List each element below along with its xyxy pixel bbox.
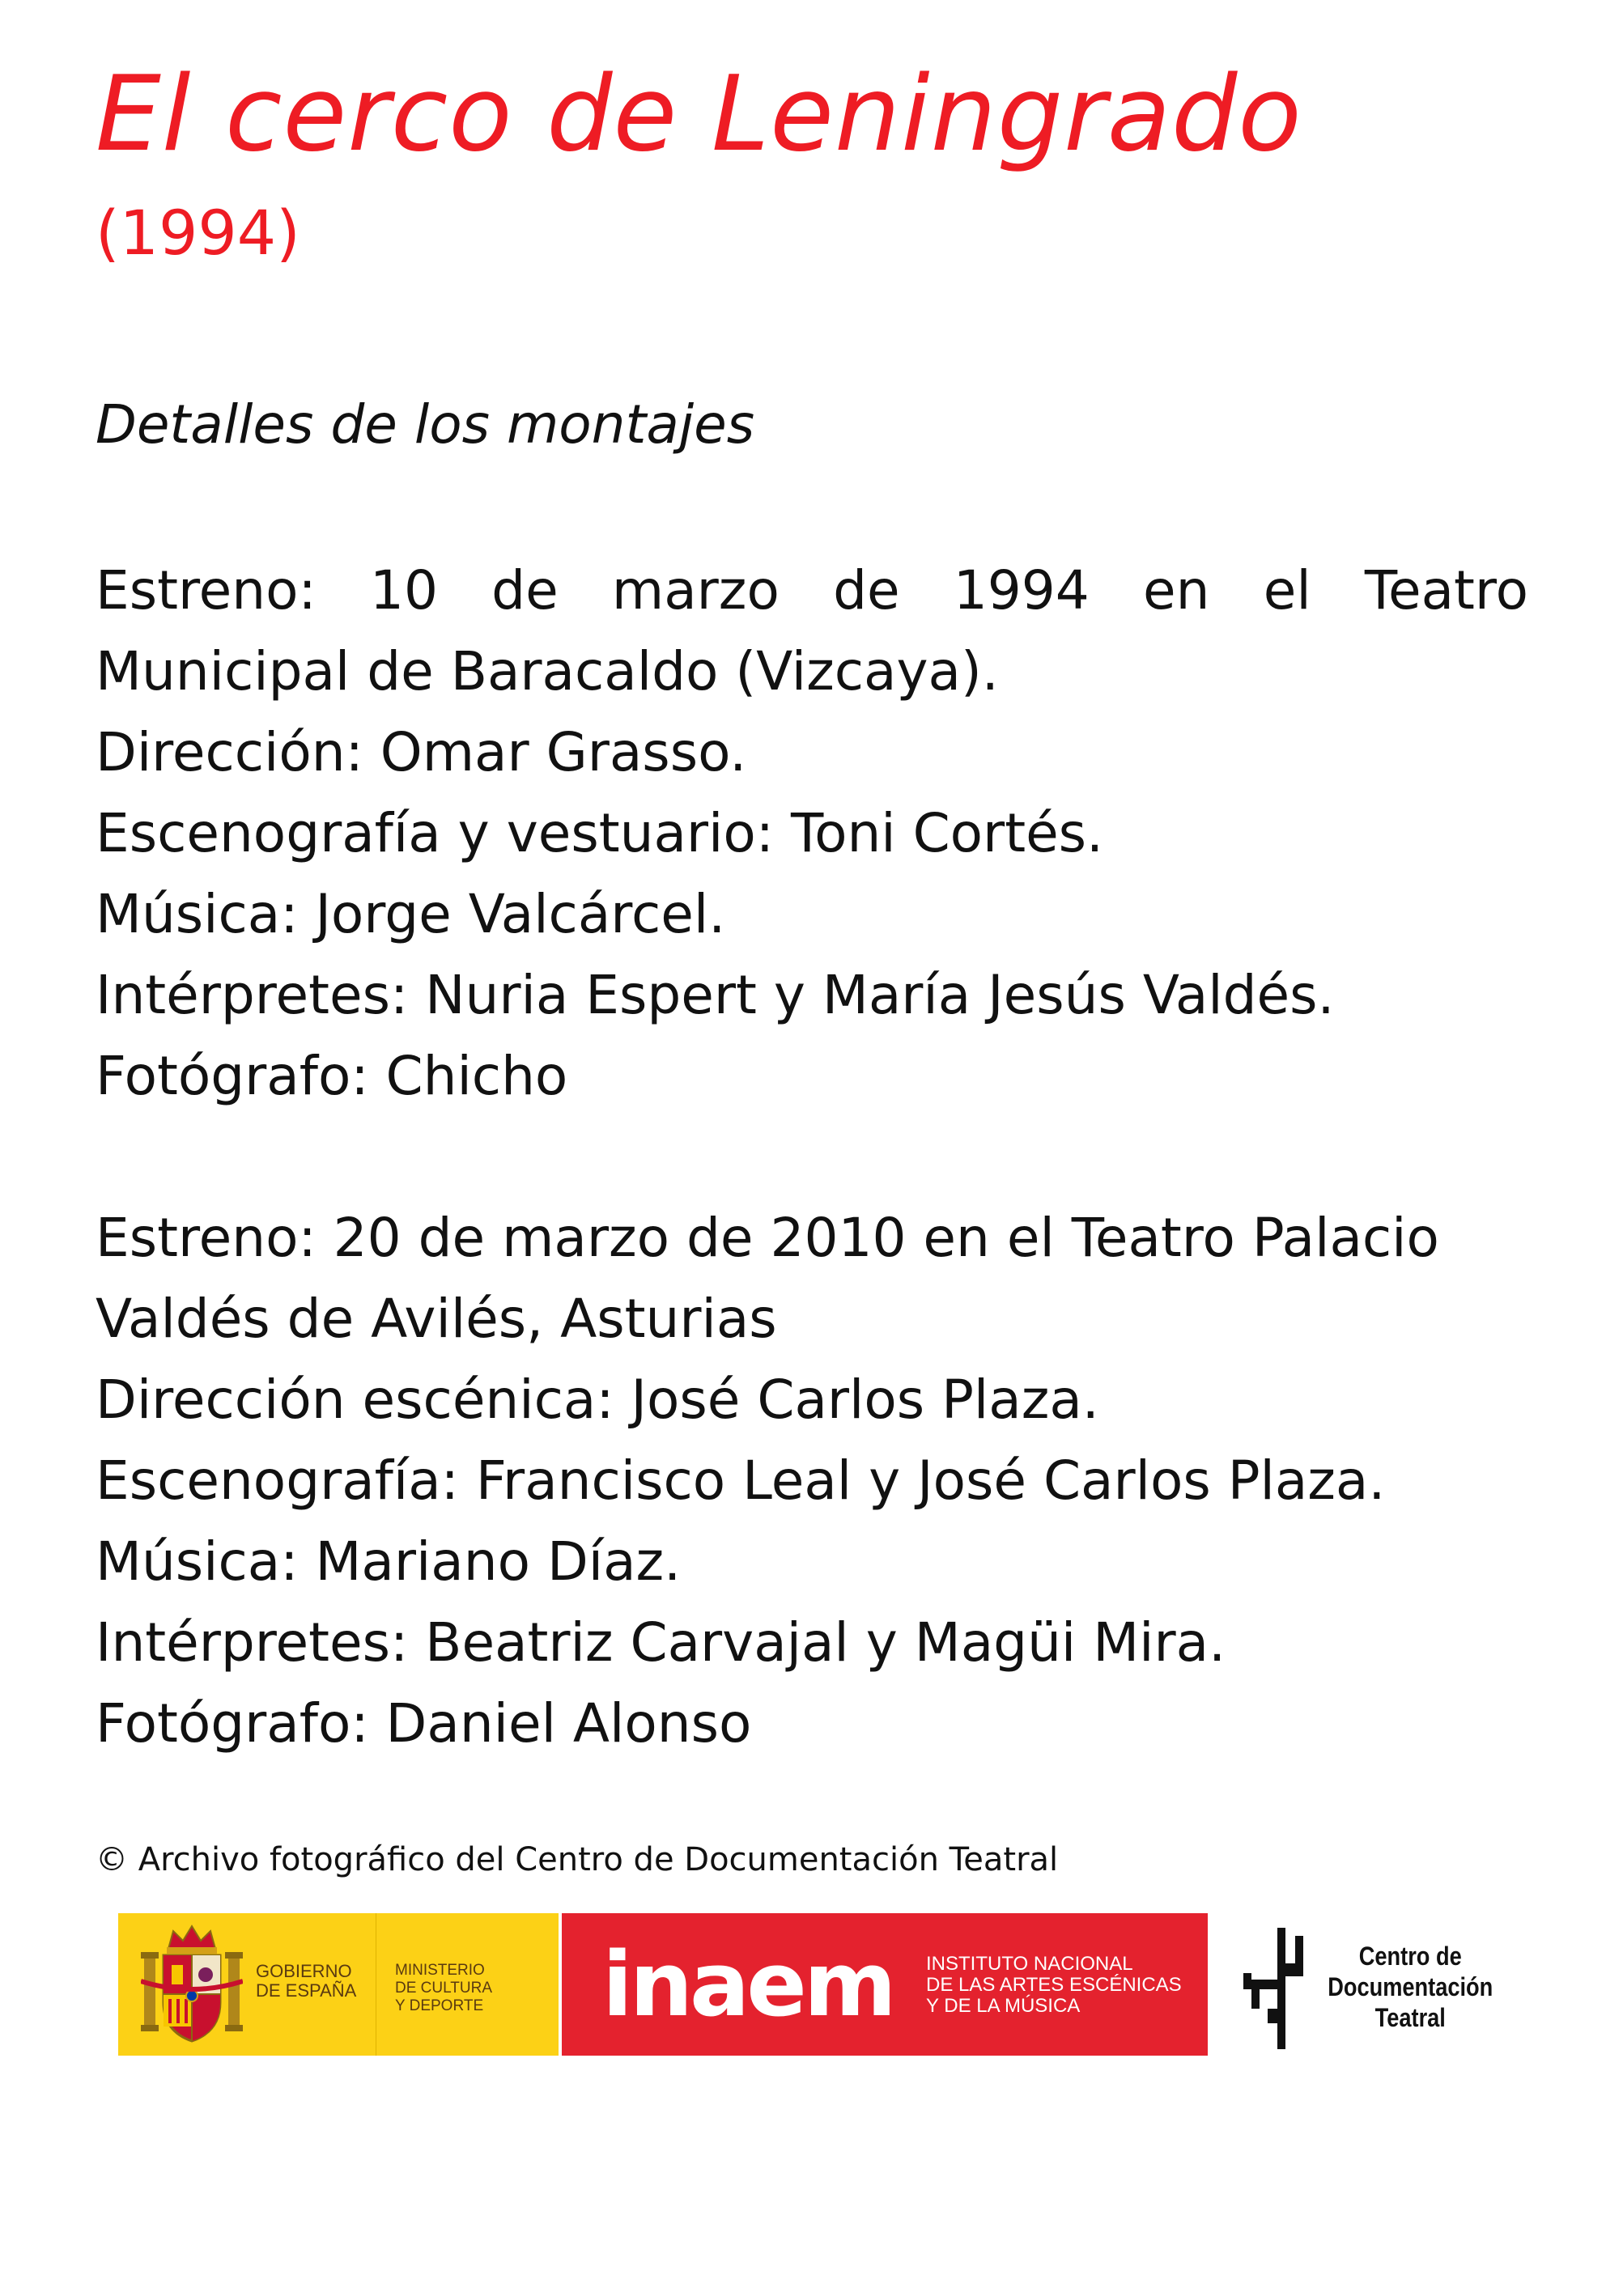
gobierno-ministerio-logo [118, 1913, 559, 2056]
play-title: El cerco de Leningrado [96, 54, 1302, 175]
montaje-2-interpretes: Intérpretes: Beatriz Carvajal y Magüi Mira. [96, 1611, 1226, 1674]
montaje-1-estreno: Estreno: 10 de marzo de 1994 en el Teatro [96, 559, 1528, 622]
montaje-1-musica: Música: Jorge Valcárcel. [96, 883, 726, 945]
montaje-1-estreno-cont: Municipal de Baracaldo (Vizcaya). [96, 640, 999, 702]
montaje-2-estreno-cont: Valdés de Avilés, Asturias [96, 1288, 777, 1350]
montaje-1-details [96, 550, 1528, 1117]
montaje-1-direccion: Dirección: Omar Grasso. [96, 721, 747, 783]
montaje-1-interpretes: Intérpretes: Nuria Espert y María Jesús Valdés. [96, 964, 1335, 1026]
inaem-wordmark: inaem [602, 1933, 894, 2036]
montaje-1-fotografo: Fotógrafo: Chicho [96, 1045, 568, 1107]
section-subtitle: Detalles de los montajes [96, 393, 755, 456]
montaje-2-musica: Música: Mariano Díaz. [96, 1530, 682, 1593]
ministerio-label: MINISTERIO DE CULTURA Y DEPORTE [395, 1962, 492, 2014]
inaem-label: INSTITUTO NACIONAL DE LAS ARTES ESCÉNICAS Y DE LA MÚSICA [926, 1953, 1182, 2017]
montaje-2-details [96, 1198, 1528, 1764]
montaje-2-escenografia: Escenografía: Francisco Leal y José Carlos Plaza. [96, 1449, 1386, 1512]
montaje-2-direccion: Dirección escénica: José Carlos Plaza. [96, 1369, 1099, 1431]
play-year: (1994) [96, 197, 300, 269]
inaem-logo [562, 1913, 1208, 2056]
cdt-logo [1235, 1913, 1567, 2056]
cdt-label: Centro de Documentación Teatral [1328, 1942, 1493, 2032]
montaje-2-estreno: Estreno: 20 de marzo de 2010 en el Teatro Palacio [96, 1207, 1439, 1269]
montaje-1-escenografia: Escenografía y vestuario: Toni Cortés. [96, 802, 1104, 864]
cdt-emblem-icon [1235, 1928, 1308, 2049]
gobierno-label: GOBIERNO DE ESPAÑA [256, 1961, 357, 2001]
coat-of-arms-icon [141, 1925, 243, 2044]
copyright-notice: © Archivo fotográfico del Centro de Documentación Teatral [96, 1841, 1059, 1878]
montaje-2-fotografo: Fotógrafo: Daniel Alonso [96, 1692, 752, 1755]
logo-band [118, 1913, 1567, 2056]
